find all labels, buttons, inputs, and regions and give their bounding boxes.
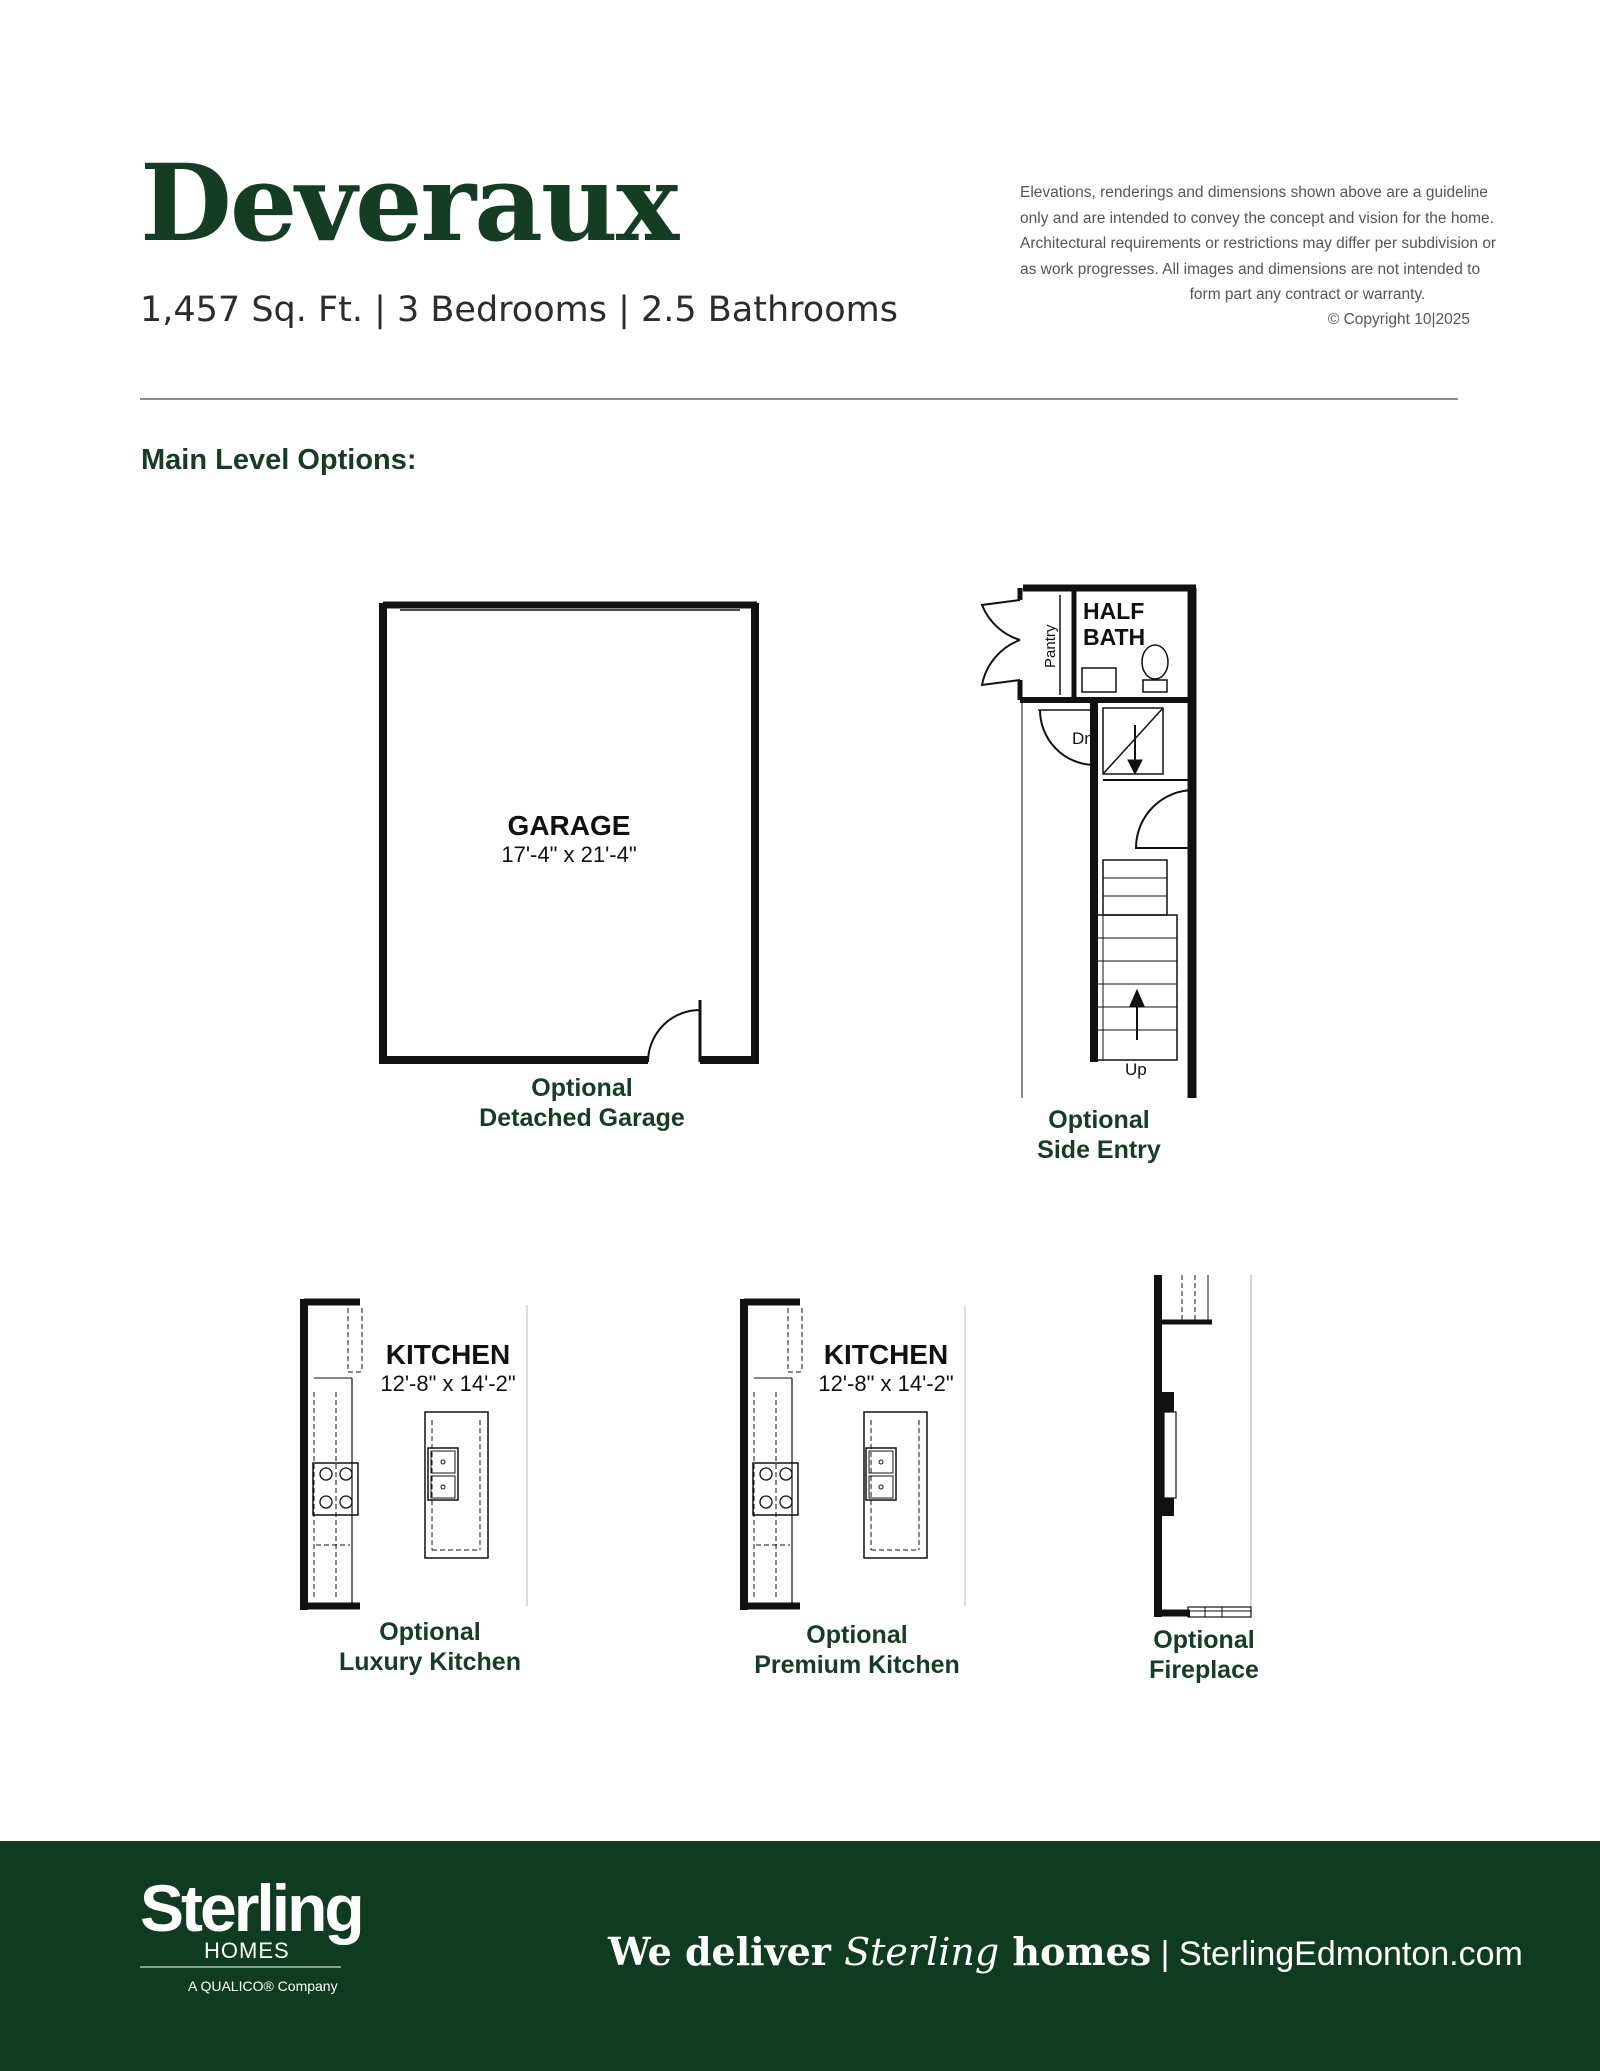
sterling-homes-logo	[138, 1869, 393, 1999]
website-link[interactable]: SterlingEdmonton.com	[1178, 1935, 1523, 1973]
logo-brand: Sterling	[140, 1871, 362, 1945]
disclaimer-line: form part any contract or warranty.	[1189, 286, 1426, 303]
section-heading: Main Level Options:	[141, 444, 417, 476]
kitchen-dimensions: 12'-8" x 14'-2"	[818, 1371, 954, 1396]
footer-band	[0, 1841, 1600, 2071]
garage-room-label: GARAGE	[507, 810, 631, 841]
tagline	[608, 1929, 1523, 1974]
logo-company: A QUALICO® Company	[188, 1978, 338, 1994]
home-specs: 1,457 Sq. Ft. | 3 Bedrooms | 2.5 Bathrooms	[140, 290, 898, 330]
luxury-kitchen-plan	[300, 1299, 527, 1610]
disclaimer-line: Elevations, renderings and dimensions shown above are a guideline	[1020, 184, 1488, 201]
caption-line: Fireplace	[1149, 1656, 1259, 1684]
premium-kitchen-plan	[740, 1299, 965, 1610]
tagline-separator: |	[1151, 1935, 1179, 1973]
kitchen-room-label: KITCHEN	[385, 1339, 511, 1370]
pantry-label: Pantry	[1042, 624, 1059, 668]
tagline-italic: Sterling	[844, 1930, 1000, 1974]
tagline-text: We deliver	[608, 1929, 845, 1974]
page-title: Deveraux	[140, 140, 678, 265]
caption-line: Side Entry	[1037, 1136, 1161, 1164]
tagline-text: homes	[999, 1929, 1152, 1974]
caption-line: Premium Kitchen	[754, 1651, 960, 1679]
garage-plan	[379, 603, 759, 1062]
disclaimer-line: Architectural requirements or restrictions may differ per subdivision or	[1020, 235, 1497, 252]
garage-dimensions: 17'-4" x 21'-4"	[501, 842, 637, 867]
copyright: © Copyright 10|2025	[1327, 311, 1470, 328]
caption-line: Optional	[806, 1621, 908, 1649]
stairs-up-label: Up	[1125, 1060, 1147, 1079]
caption-line: Optional	[379, 1618, 481, 1646]
logo-sub: HOMES	[204, 1938, 290, 1963]
disclaimer-line: only and are intended to convey the concept and vision for the home.	[1020, 209, 1494, 227]
kitchen-dimensions: 12'-8" x 14'-2"	[380, 1371, 516, 1396]
stairs-down-label: Dn	[1072, 729, 1094, 748]
caption-line: Luxury Kitchen	[339, 1648, 521, 1676]
caption-line: Optional	[1153, 1626, 1255, 1654]
caption-line: Optional	[1048, 1106, 1150, 1134]
fireplace-plan	[1154, 1275, 1251, 1617]
caption-premium-kitchen	[697, 1620, 1017, 1680]
caption-line: Optional	[531, 1074, 633, 1102]
caption-luxury-kitchen	[270, 1617, 590, 1677]
caption-line: Detached Garage	[479, 1104, 685, 1132]
caption-fireplace	[1044, 1625, 1364, 1685]
caption-side-entry	[939, 1105, 1259, 1165]
side-entry-plan	[982, 588, 1196, 1098]
half-bath-label: HALF	[1083, 598, 1145, 624]
half-bath-label: BATH	[1083, 624, 1146, 650]
disclaimer-line: as work progresses. All images and dimensions are not intended to	[1020, 260, 1481, 278]
kitchen-room-label: KITCHEN	[823, 1339, 949, 1370]
caption-detached-garage	[422, 1073, 742, 1133]
